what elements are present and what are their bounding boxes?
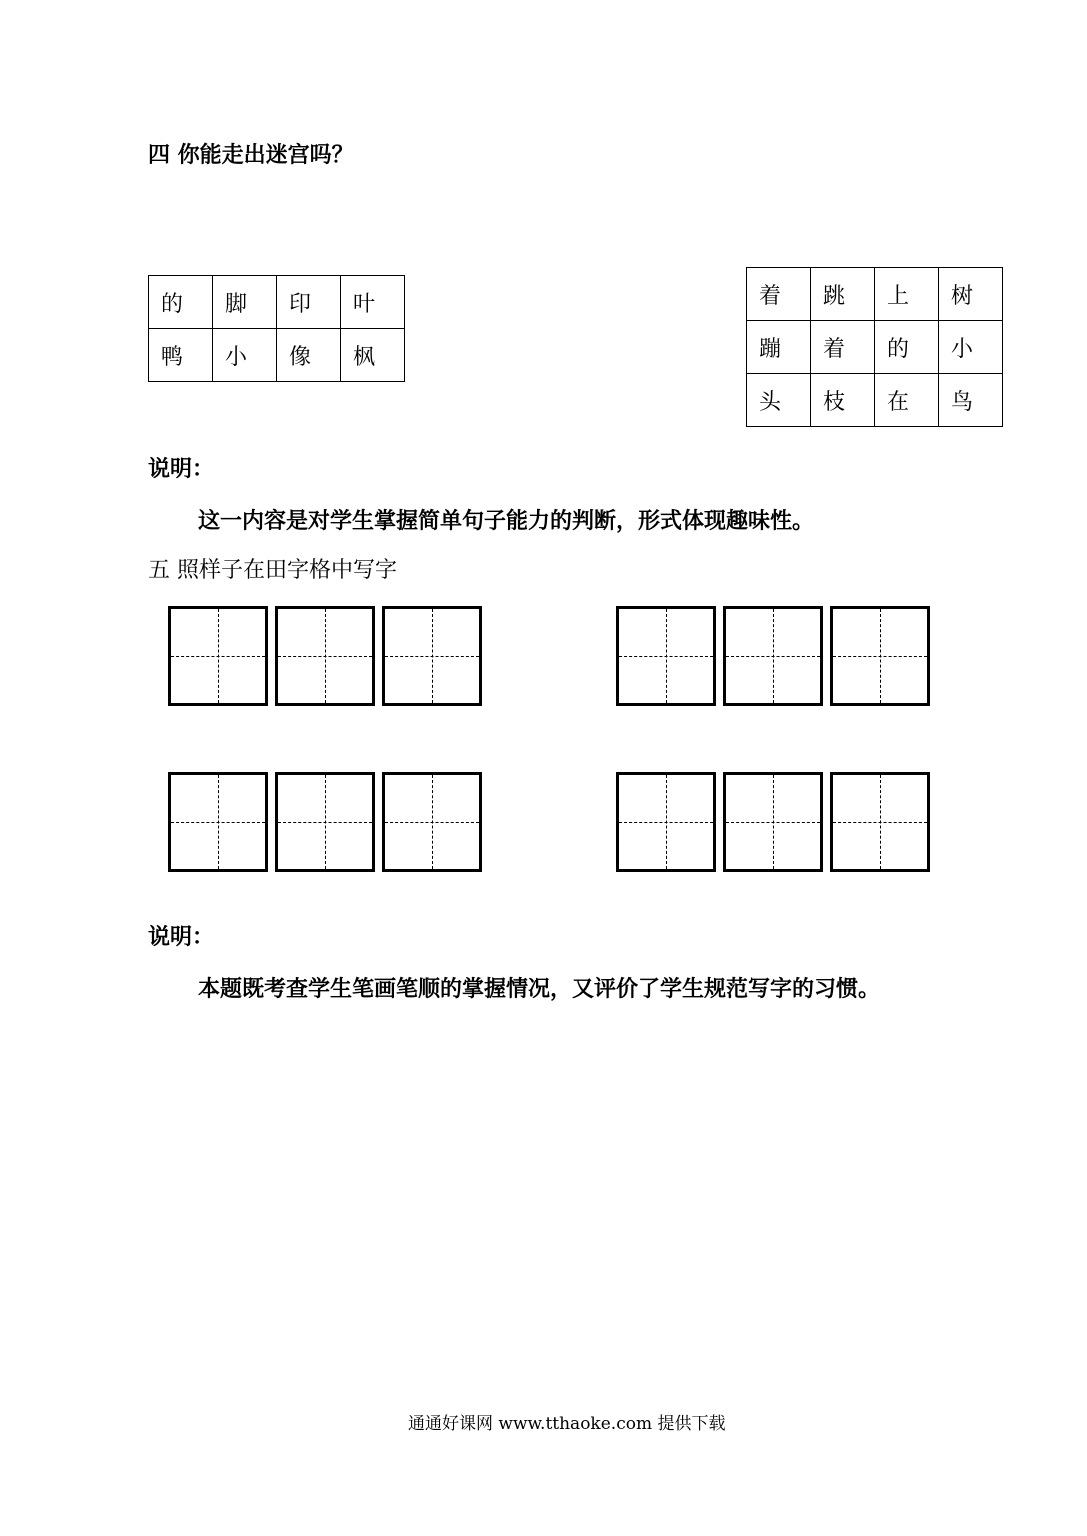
maze-right-table xyxy=(746,267,1003,427)
tianzige-box[interactable] xyxy=(275,606,375,706)
maze-cell: 头 xyxy=(747,374,811,427)
tianzige-box[interactable] xyxy=(168,772,268,872)
tianzige-group-top-left xyxy=(168,606,482,706)
maze-left-table xyxy=(148,275,405,382)
maze-cell: 鸭 xyxy=(149,329,213,382)
maze-cell: 着 xyxy=(811,321,875,374)
maze-cell: 像 xyxy=(277,329,341,382)
maze-cell: 树 xyxy=(939,268,1003,321)
tianzige-box[interactable] xyxy=(275,772,375,872)
tianzige-box[interactable] xyxy=(382,772,482,872)
tianzige-box[interactable] xyxy=(616,606,716,706)
tianzige-box[interactable] xyxy=(168,606,268,706)
section-4-note-text: 这一内容是对学生掌握简单句子能力的判断，形式体现趣味性。 xyxy=(198,509,815,534)
tianzige-box[interactable] xyxy=(382,606,482,706)
maze-cell: 小 xyxy=(213,329,277,382)
maze-cell: 枫 xyxy=(341,329,405,382)
maze-cell: 脚 xyxy=(213,276,277,329)
footer-credit: 通通好课网 www.tthaoke.com 提供下载 xyxy=(408,1414,726,1434)
tianzige-box[interactable] xyxy=(830,772,930,872)
section-4-heading: 四 你能走出迷宫吗？ xyxy=(148,143,354,168)
maze-cell: 跳 xyxy=(811,268,875,321)
table-row xyxy=(149,329,405,382)
maze-cell: 枝 xyxy=(811,374,875,427)
maze-cell: 小 xyxy=(939,321,1003,374)
maze-cell: 印 xyxy=(277,276,341,329)
maze-cell: 上 xyxy=(875,268,939,321)
maze-cell: 的 xyxy=(875,321,939,374)
maze-cell: 蹦 xyxy=(747,321,811,374)
table-row xyxy=(747,321,1003,374)
tianzige-group-top-right xyxy=(616,606,930,706)
tianzige-group-bottom-left xyxy=(168,772,482,872)
table-row xyxy=(747,268,1003,321)
maze-cell: 鸟 xyxy=(939,374,1003,427)
section-5-heading: 五 照样子在田字格中写字 xyxy=(148,558,397,583)
maze-cell: 叶 xyxy=(341,276,405,329)
section-4-note-label: 说明： xyxy=(148,457,215,482)
table-row xyxy=(747,374,1003,427)
maze-cell: 的 xyxy=(149,276,213,329)
tianzige-group-bottom-right xyxy=(616,772,930,872)
section-5-note-text: 本题既考查学生笔画笔顺的掌握情况，又评价了学生规范写字的习惯。 xyxy=(198,977,881,1002)
maze-cell: 在 xyxy=(875,374,939,427)
table-row xyxy=(149,276,405,329)
maze-cell: 着 xyxy=(747,268,811,321)
tianzige-box[interactable] xyxy=(723,606,823,706)
section-5-note-label: 说明： xyxy=(148,925,215,950)
tianzige-box[interactable] xyxy=(616,772,716,872)
tianzige-box[interactable] xyxy=(830,606,930,706)
tianzige-box[interactable] xyxy=(723,772,823,872)
